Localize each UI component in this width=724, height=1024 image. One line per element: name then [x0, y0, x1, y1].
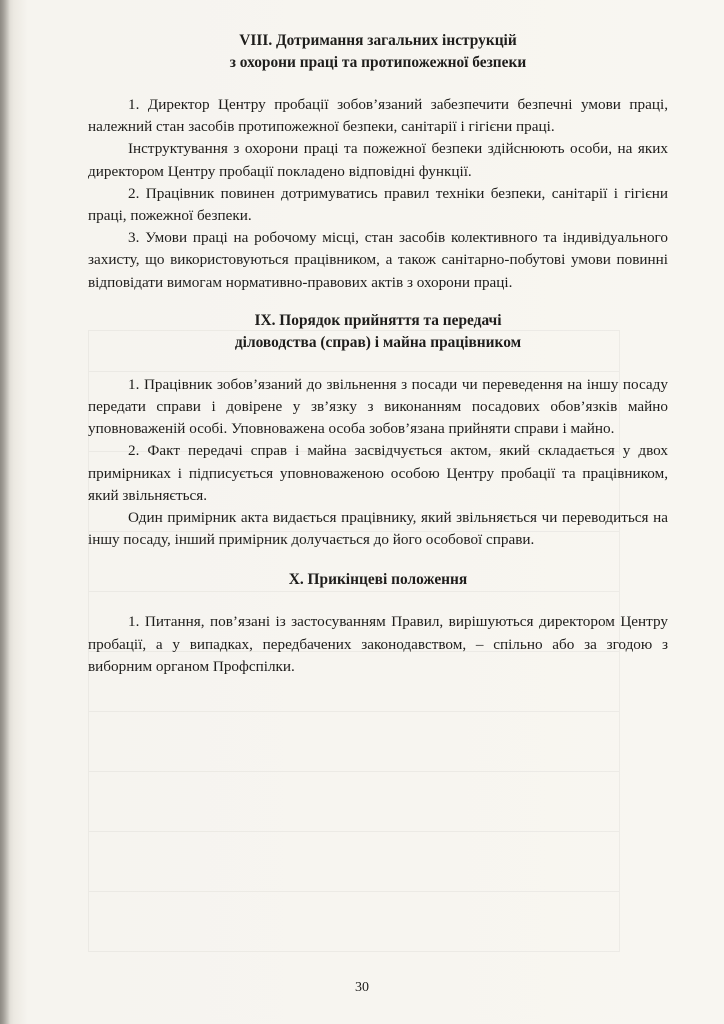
section-9-paragraph: 1. Працівник зобов’язаний до звільнення з посади чи переведення на іншу посаду передати справи і довірене у зв’язку з виконанням посадових обов’язків майно уповноваженій особі. Уповноважена особа зобов’язана прийняти справи і майно. — [88, 375, 668, 438]
section-9-title-line2: діловодства (справ) і майна працівником — [234, 333, 522, 351]
section-10-title: X. Прикінцеві положення — [288, 571, 468, 589]
section-8-title — [88, 30, 668, 74]
section-8-title-line1: VIII. Дотримання загальних інструкцій — [239, 32, 517, 49]
page-number: 30 — [355, 980, 369, 995]
section-10 — [88, 569, 668, 678]
section-9-title — [88, 310, 668, 354]
section-8-paragraph: 3. Умови праці на робочому місці, стан засобів колективного та індивідуального захисту, що використовуються працівником, а також санітарно-побутові умови повинні відповідати вимогам нормативно-правових актів з охорони праці. — [88, 229, 668, 291]
section-9-title-line1: IX. Порядок прийняття та передачі — [254, 311, 502, 329]
section-9 — [88, 310, 668, 552]
document-content — [88, 30, 668, 678]
section-8-paragraph: 1. Директор Центру пробації зобов’язаний забезпечити безпечні умови праці, належний стан засобів протипожежної безпеки, санітарії і гігієни праці. — [88, 96, 668, 136]
section-8-paragraph: 2. Працівник повинен дотримуватись правил техніки безпеки, санітарії і гігієни праці, пожежної безпеки. — [88, 184, 668, 225]
section-9-paragraph: Один примірник акта видається працівнику, який звільняється чи переводиться на іншу посаду, інший примірник долучається до його особової справи. — [88, 509, 668, 549]
binding-shadow — [0, 0, 10, 1024]
section-9-paragraph: 2. Факт передачі справ і майна засвідчується актом, який складається у двох примірниках і підписується уповноваженою особою Центру пробації та працівником, який звільняється. — [88, 442, 668, 504]
section-10-paragraph: 1. Питання, пов’язані із застосуванням Правил, вирішуються директором Центру пробації, а у випадках, передбачених законодавством, – спільно або за згодою з виборним органом Профспілки. — [88, 613, 668, 675]
section-8-title-line2: з охорони праці та протипожежної безпеки — [229, 54, 527, 71]
section-8-paragraph: Інструктування з охорони праці та пожежної безпеки здійснюють особи, на яких директором Центру пробації покладено відповідні функції. — [88, 140, 668, 180]
section-8 — [88, 30, 668, 294]
